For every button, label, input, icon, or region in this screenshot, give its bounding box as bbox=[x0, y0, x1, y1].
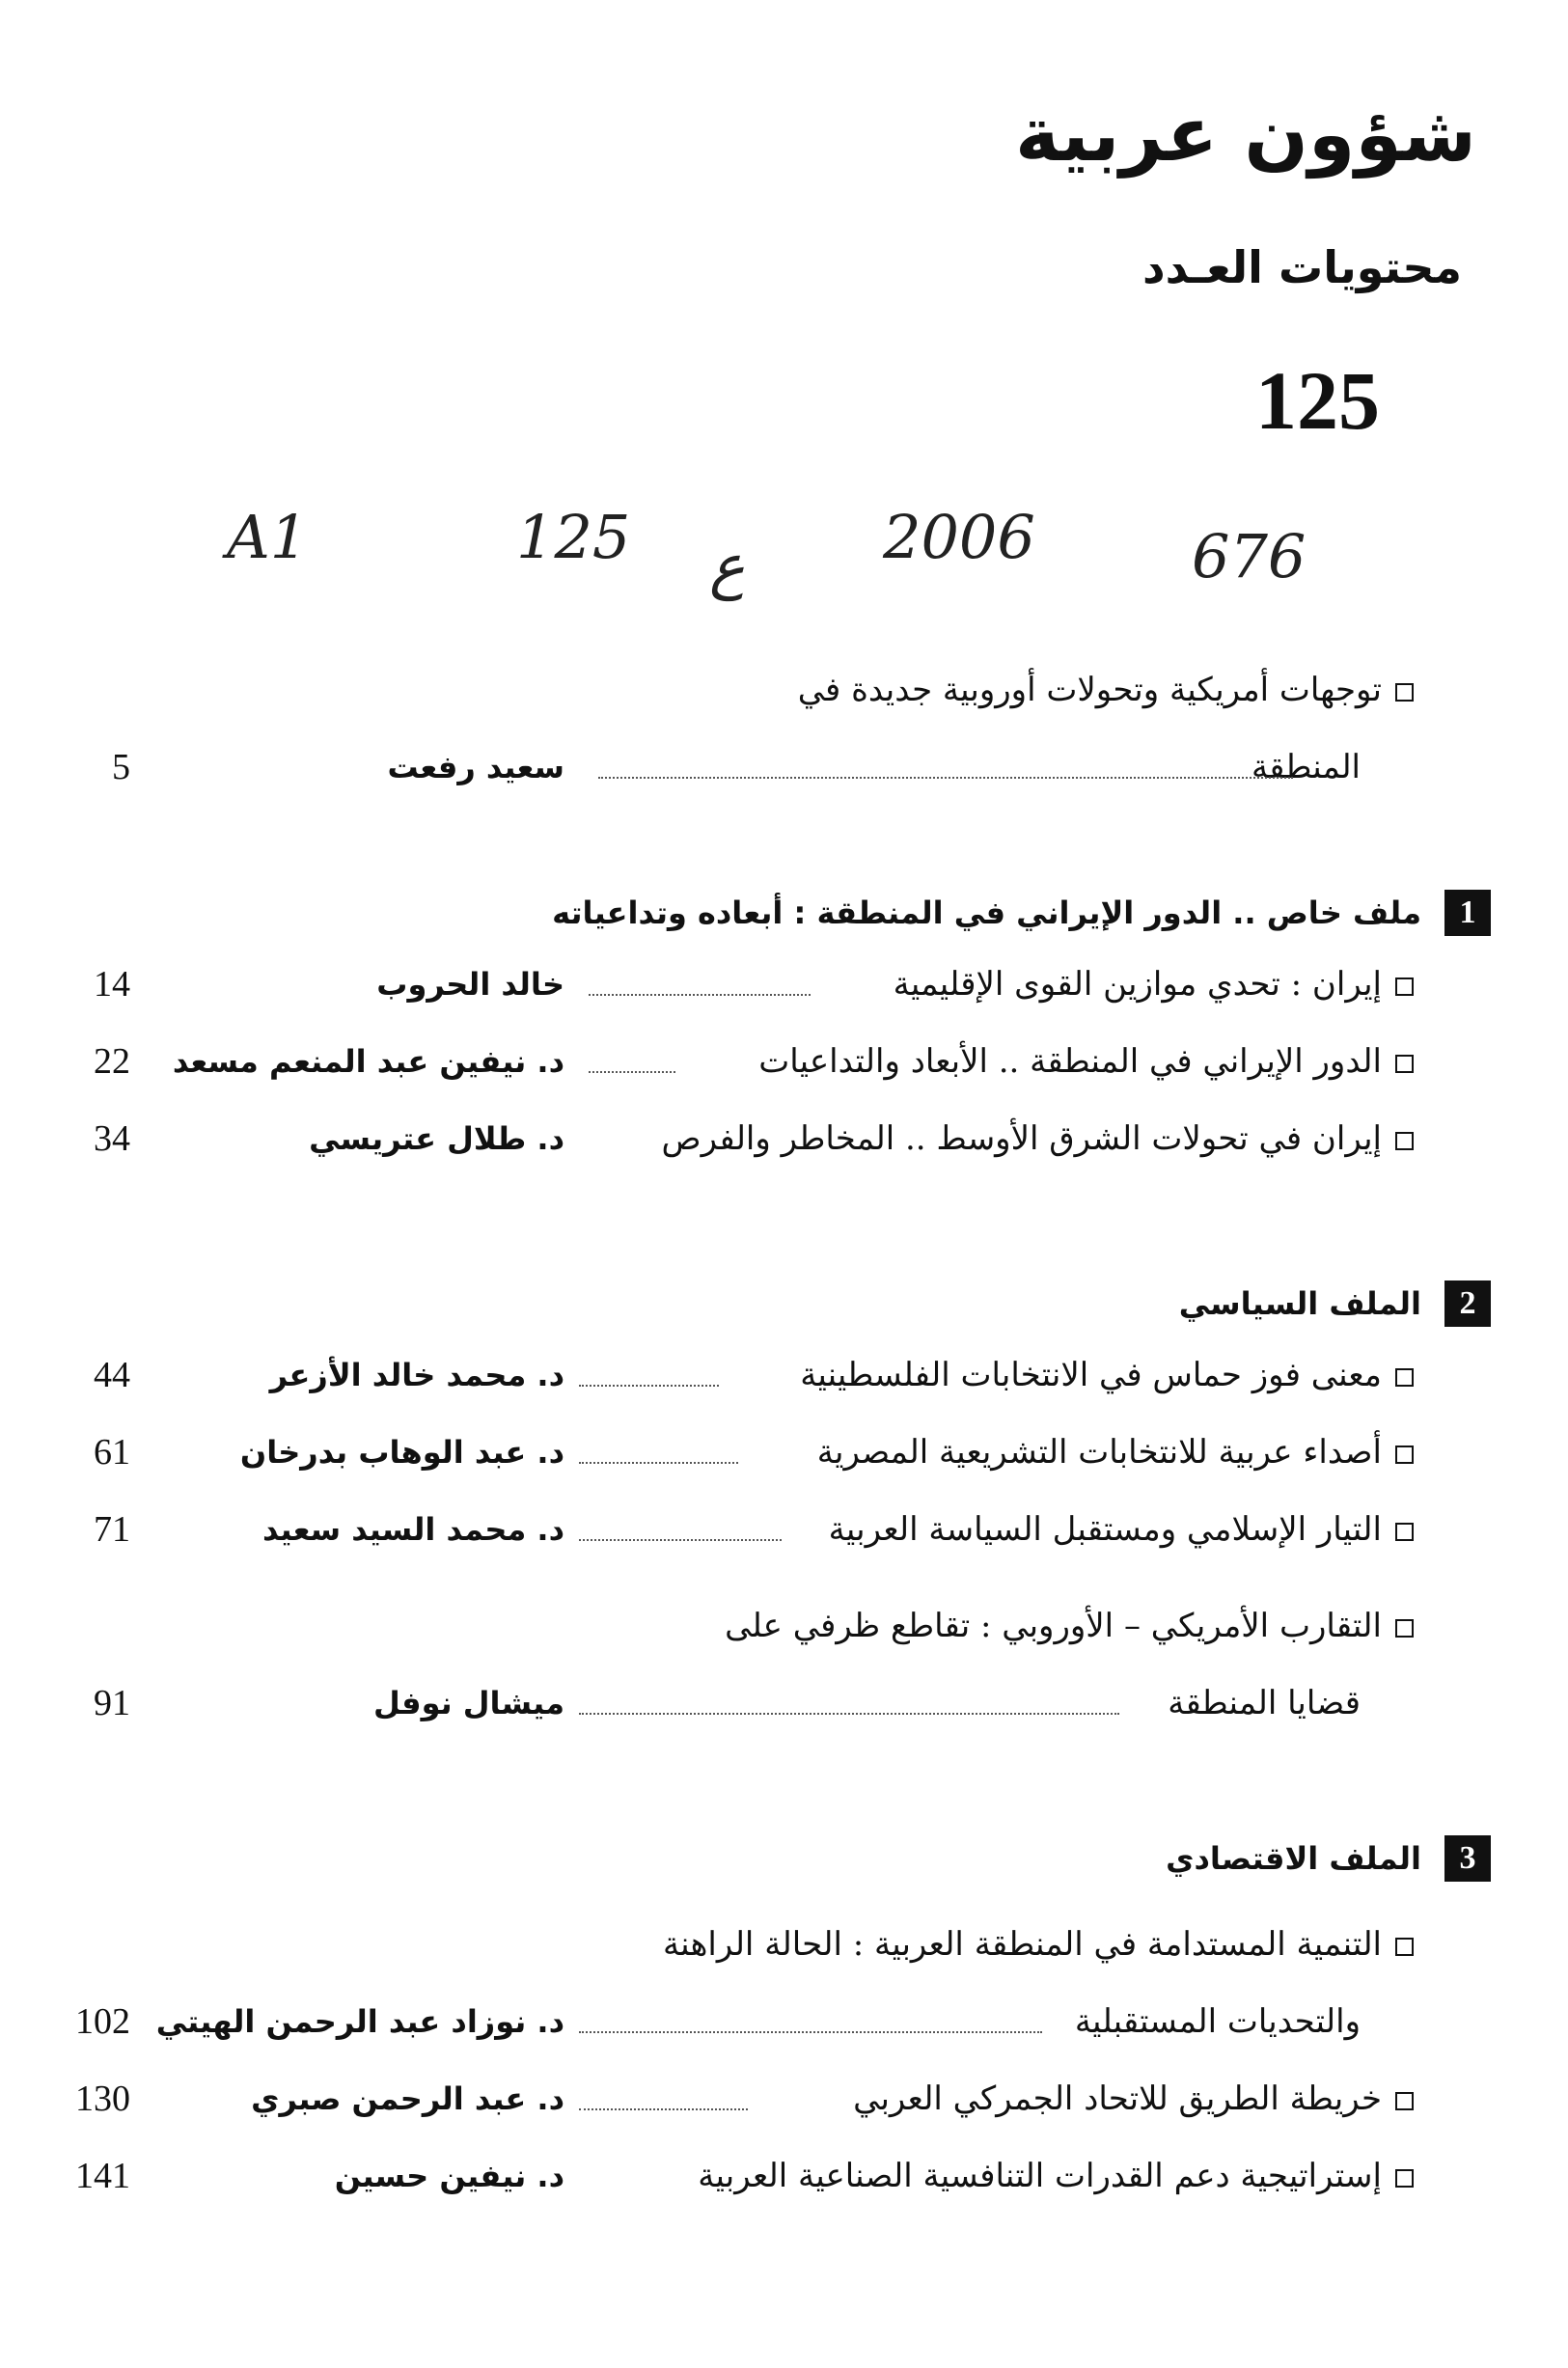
toc-entry[interactable] bbox=[0, 661, 1568, 719]
page-number: 102 bbox=[75, 2001, 130, 2042]
toc-entry[interactable] bbox=[0, 955, 1568, 1013]
dotted-leader bbox=[579, 1462, 738, 1464]
section-heading bbox=[1166, 1829, 1491, 1886]
article-author: ميشال نوفل bbox=[373, 1685, 564, 1721]
square-bullet-icon bbox=[1395, 1368, 1414, 1387]
square-bullet-icon bbox=[1395, 977, 1414, 996]
dotted-leader bbox=[598, 777, 1293, 779]
article-author: د. نوزاد عبد الرحمن الهيتي bbox=[155, 2003, 564, 2040]
toc-entry[interactable] bbox=[0, 1110, 1568, 1168]
section-heading bbox=[552, 883, 1491, 941]
article-title: توجهات أمريكية وتحولات أوروبية جديدة في bbox=[798, 661, 1414, 719]
contents-title: محتويات العـدد bbox=[1142, 241, 1462, 293]
toc-entry[interactable] bbox=[0, 1033, 1568, 1090]
article-title-line2: والتحديات المستقبلية bbox=[1074, 2002, 1361, 2041]
square-bullet-icon bbox=[1395, 2169, 1414, 2188]
toc-entry-continuation[interactable] bbox=[0, 1993, 1568, 2051]
handwritten-mark: A1 bbox=[227, 502, 309, 572]
square-bullet-icon bbox=[1395, 1446, 1414, 1464]
dotted-leader bbox=[589, 994, 811, 996]
page-number: 91 bbox=[94, 1683, 130, 1723]
article-author: د. نيفين حسين bbox=[334, 2158, 564, 2194]
article-title: التقارب الأمريكي – الأوروبي : تقاطع ظرفي على bbox=[725, 1597, 1414, 1655]
toc-entry[interactable] bbox=[0, 1597, 1568, 1655]
page-number: 14 bbox=[94, 964, 130, 1005]
section-heading-text: ملف خاص .. الدور الإيراني في المنطقة : أبعاده وتداعياته bbox=[552, 895, 1421, 931]
toc-entry-continuation[interactable] bbox=[0, 1674, 1568, 1732]
article-title-line2: قضايا المنطقة bbox=[1168, 1684, 1361, 1722]
article-author: د. نيفين عبد المنعم مسعد bbox=[172, 1043, 564, 1080]
article-title-line2: المنطقة bbox=[1251, 748, 1361, 786]
dotted-leader bbox=[579, 1539, 782, 1541]
toc-entry-continuation[interactable] bbox=[0, 738, 1568, 796]
article-title: خريطة الطريق للاتحاد الجمركي العربي bbox=[853, 2070, 1414, 2128]
page-number: 130 bbox=[75, 2079, 130, 2119]
article-author: د. محمد السيد سعيد bbox=[262, 1511, 564, 1548]
page-number: 44 bbox=[94, 1355, 130, 1395]
page-number: 61 bbox=[94, 1432, 130, 1473]
page-number: 141 bbox=[75, 2156, 130, 2196]
dotted-leader bbox=[579, 2031, 1042, 2033]
article-title: معنى فوز حماس في الانتخابات الفلسطينية bbox=[800, 1346, 1414, 1404]
handwritten-catalog-note bbox=[227, 502, 1365, 618]
section-number-badge: 1 bbox=[1444, 890, 1491, 936]
square-bullet-icon bbox=[1395, 1619, 1414, 1638]
toc-entry[interactable] bbox=[0, 2070, 1568, 2128]
article-title: الدور الإيراني في المنطقة .. الأبعاد والتداعيات bbox=[758, 1033, 1414, 1090]
section-number-badge: 2 bbox=[1444, 1280, 1491, 1327]
article-author: د. عبد الوهاب بدرخان bbox=[239, 1434, 564, 1471]
page-number: 22 bbox=[94, 1041, 130, 1082]
square-bullet-icon bbox=[1395, 2092, 1414, 2110]
dotted-leader bbox=[579, 1713, 1119, 1715]
handwritten-mark: ع bbox=[709, 531, 745, 601]
article-title: إستراتيجية دعم القدرات التنافسية الصناعية العربية bbox=[698, 2147, 1414, 2205]
dotted-leader bbox=[579, 1385, 719, 1387]
square-bullet-icon bbox=[1395, 1938, 1414, 1956]
square-bullet-icon bbox=[1395, 683, 1414, 702]
handwritten-mark: 2006 bbox=[883, 502, 1035, 572]
page-number: 34 bbox=[94, 1118, 130, 1159]
issue-number: 125 bbox=[1255, 354, 1380, 447]
article-author: د. محمد خالد الأزعر bbox=[269, 1357, 564, 1393]
toc-entry[interactable] bbox=[0, 1915, 1568, 1973]
journal-title: شؤون عربية bbox=[1014, 92, 1476, 179]
square-bullet-icon bbox=[1395, 1055, 1414, 1073]
page-number: 71 bbox=[94, 1509, 130, 1550]
article-title: التيار الإسلامي ومستقبل السياسة العربية bbox=[829, 1501, 1414, 1558]
toc-entry[interactable] bbox=[0, 1501, 1568, 1558]
toc-entry[interactable] bbox=[0, 2147, 1568, 2205]
handwritten-mark: 676 bbox=[1192, 521, 1307, 592]
section-heading bbox=[1179, 1274, 1491, 1332]
dotted-leader bbox=[579, 2108, 748, 2110]
article-title: إيران في تحولات الشرق الأوسط .. المخاطر والفرص bbox=[662, 1110, 1415, 1168]
section-heading-text: الملف السياسي bbox=[1178, 1285, 1421, 1322]
article-author: د. طلال عتريسي bbox=[309, 1120, 564, 1157]
page-number: 5 bbox=[112, 747, 130, 787]
handwritten-mark: 125 bbox=[516, 502, 631, 572]
section-number-badge: 3 bbox=[1444, 1835, 1491, 1882]
dotted-leader bbox=[589, 1071, 675, 1073]
article-author: خالد الحروب bbox=[376, 966, 564, 1003]
toc-entry[interactable] bbox=[0, 1423, 1568, 1481]
square-bullet-icon bbox=[1395, 1132, 1414, 1150]
article-title: إيران : تحدي موازين القوى الإقليمية bbox=[894, 955, 1414, 1013]
square-bullet-icon bbox=[1395, 1523, 1414, 1541]
article-author: سعيد رفعت bbox=[387, 749, 564, 785]
article-title: أصداء عربية للانتخابات التشريعية المصرية bbox=[817, 1423, 1414, 1481]
article-author: د. عبد الرحمن صبري bbox=[251, 2080, 564, 2117]
article-title: التنمية المستدامة في المنطقة العربية : الحالة الراهنة bbox=[663, 1915, 1414, 1973]
section-heading-text: الملف الاقتصادي bbox=[1166, 1840, 1421, 1877]
toc-entry[interactable] bbox=[0, 1346, 1568, 1404]
